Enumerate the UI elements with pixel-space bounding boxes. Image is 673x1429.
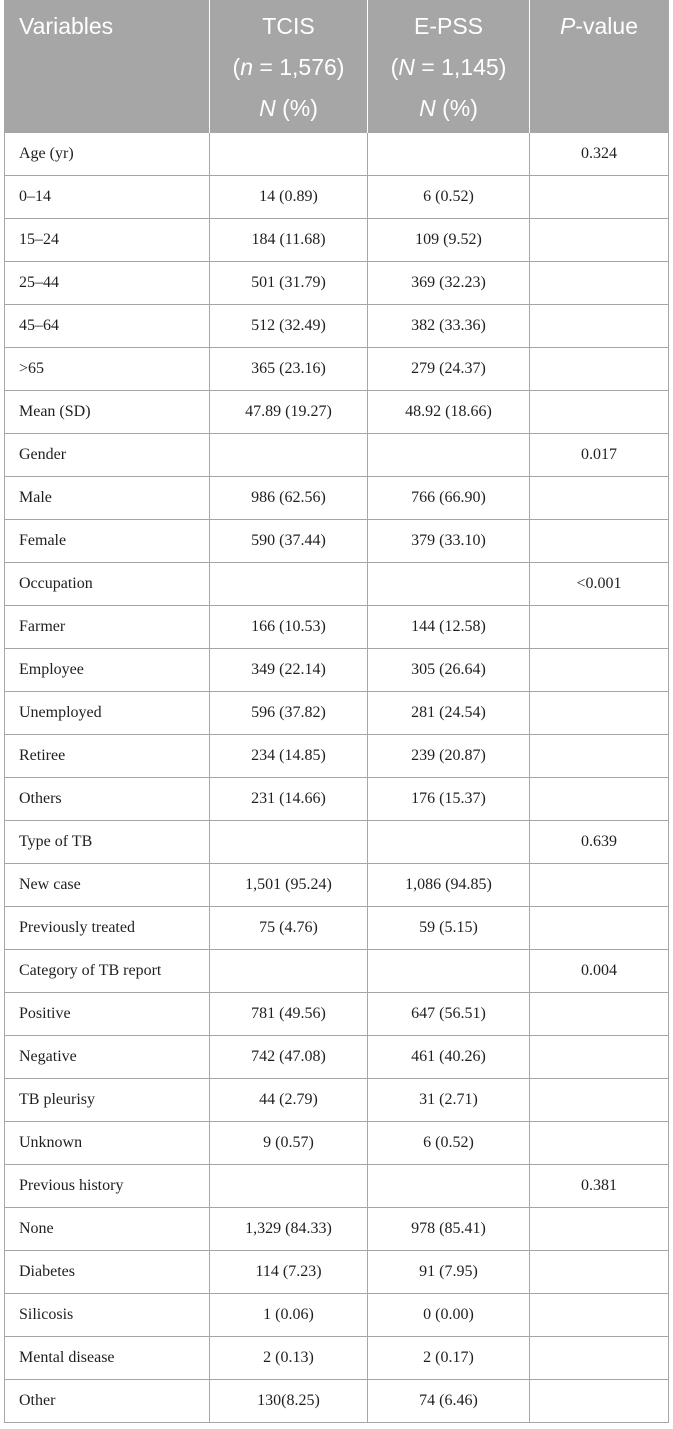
cell-variable: Others [5, 777, 210, 820]
cell-epss: 461 (40.26) [368, 1035, 530, 1078]
cell-epss [368, 1164, 530, 1207]
cell-variable: Negative [5, 1035, 210, 1078]
cell-epss: 6 (0.52) [368, 175, 530, 218]
cell-p-value: 0.017 [530, 433, 669, 476]
cell-epss [368, 820, 530, 863]
table-row [5, 1207, 669, 1250]
cell-tcis: 130(8.25) [210, 1379, 368, 1422]
cell-tcis: 231 (14.66) [210, 777, 368, 820]
cell-epss: 144 (12.58) [368, 605, 530, 648]
header-tcis-unit: N (%) [259, 95, 318, 121]
cell-epss: 281 (24.54) [368, 691, 530, 734]
header-p-value: P-value [530, 0, 669, 132]
cell-tcis: 590 (37.44) [210, 519, 368, 562]
cell-tcis: 512 (32.49) [210, 304, 368, 347]
cell-epss: 305 (26.64) [368, 648, 530, 691]
cell-epss: 59 (5.15) [368, 906, 530, 949]
table-body [5, 132, 669, 1422]
cell-epss [368, 562, 530, 605]
cell-epss: 31 (2.71) [368, 1078, 530, 1121]
cell-p-value [530, 605, 669, 648]
table-row [5, 1164, 669, 1207]
table-row [5, 863, 669, 906]
cell-variable: 25–44 [5, 261, 210, 304]
cell-tcis: 234 (14.85) [210, 734, 368, 777]
table-row [5, 1379, 669, 1422]
header-epss [368, 0, 530, 132]
cell-epss: 109 (9.52) [368, 218, 530, 261]
cell-tcis: 365 (23.16) [210, 347, 368, 390]
cell-p-value [530, 1379, 669, 1422]
cell-variable: Previously treated [5, 906, 210, 949]
cell-p-value [530, 1250, 669, 1293]
header-row [5, 0, 669, 132]
table-row [5, 777, 669, 820]
cell-variable: Silicosis [5, 1293, 210, 1336]
cell-epss: 0 (0.00) [368, 1293, 530, 1336]
table-row [5, 734, 669, 777]
cell-p-value [530, 1078, 669, 1121]
cell-tcis: 75 (4.76) [210, 906, 368, 949]
cell-epss: 48.92 (18.66) [368, 390, 530, 433]
cell-tcis: 501 (31.79) [210, 261, 368, 304]
cell-tcis: 781 (49.56) [210, 992, 368, 1035]
cell-p-value [530, 218, 669, 261]
table-row [5, 906, 669, 949]
header-tcis [210, 0, 368, 132]
cell-p-value [530, 691, 669, 734]
table-row [5, 820, 669, 863]
table-row [5, 648, 669, 691]
header-epss-unit: N (%) [419, 95, 478, 121]
cell-tcis [210, 132, 368, 175]
cell-variable: Unknown [5, 1121, 210, 1164]
table-row [5, 304, 669, 347]
table-row [5, 1035, 669, 1078]
cell-p-value [530, 519, 669, 562]
table-row [5, 1250, 669, 1293]
table-row [5, 132, 669, 175]
cell-p-value [530, 1293, 669, 1336]
cell-p-value: <0.001 [530, 562, 669, 605]
cell-variable: Positive [5, 992, 210, 1035]
cell-variable: None [5, 1207, 210, 1250]
header-tcis-sample-size: (n = 1,576) [232, 54, 345, 80]
cell-epss: 239 (20.87) [368, 734, 530, 777]
cell-p-value: 0.639 [530, 820, 669, 863]
table-row [5, 347, 669, 390]
cell-variable: Type of TB [5, 820, 210, 863]
cell-tcis: 986 (62.56) [210, 476, 368, 519]
table-row [5, 433, 669, 476]
cell-p-value [530, 476, 669, 519]
cell-epss: 978 (85.41) [368, 1207, 530, 1250]
table-row [5, 562, 669, 605]
cell-epss: 74 (6.46) [368, 1379, 530, 1422]
cell-epss [368, 949, 530, 992]
cell-variable: 45–64 [5, 304, 210, 347]
cell-variable: TB pleurisy [5, 1078, 210, 1121]
cell-variable: Mental disease [5, 1336, 210, 1379]
cell-variable: Male [5, 476, 210, 519]
table-row [5, 519, 669, 562]
table-row [5, 1336, 669, 1379]
table-row [5, 992, 669, 1035]
cell-tcis: 742 (47.08) [210, 1035, 368, 1078]
table-row [5, 1078, 669, 1121]
header-epss-title: E-PSS [413, 13, 484, 39]
table-row [5, 1121, 669, 1164]
cell-variable: Unemployed [5, 691, 210, 734]
cell-epss: 176 (15.37) [368, 777, 530, 820]
cell-p-value [530, 863, 669, 906]
table-row [5, 691, 669, 734]
cell-variable: Occupation [5, 562, 210, 605]
cell-p-value: 0.381 [530, 1164, 669, 1207]
cell-epss [368, 132, 530, 175]
cell-tcis [210, 433, 368, 476]
cell-epss: 2 (0.17) [368, 1336, 530, 1379]
header-variables: Variables [5, 0, 210, 132]
cell-variable: New case [5, 863, 210, 906]
cell-epss: 1,086 (94.85) [368, 863, 530, 906]
cell-tcis: 2 (0.13) [210, 1336, 368, 1379]
cell-p-value [530, 906, 669, 949]
cell-p-value [530, 1121, 669, 1164]
cell-variable: Previous history [5, 1164, 210, 1207]
cell-epss: 647 (56.51) [368, 992, 530, 1035]
cell-p-value [530, 1035, 669, 1078]
cell-p-value [530, 347, 669, 390]
cell-tcis [210, 820, 368, 863]
table-row [5, 390, 669, 433]
cell-tcis: 44 (2.79) [210, 1078, 368, 1121]
cell-tcis: 1,329 (84.33) [210, 1207, 368, 1250]
cell-tcis [210, 1164, 368, 1207]
cell-tcis: 596 (37.82) [210, 691, 368, 734]
table-row [5, 175, 669, 218]
table-row [5, 605, 669, 648]
cell-p-value [530, 175, 669, 218]
cell-p-value [530, 390, 669, 433]
cell-p-value [530, 304, 669, 347]
cell-p-value [530, 1336, 669, 1379]
cell-tcis [210, 949, 368, 992]
table-row [5, 949, 669, 992]
cell-variable: Farmer [5, 605, 210, 648]
cell-tcis [210, 562, 368, 605]
cell-variable: Retiree [5, 734, 210, 777]
cell-p-value [530, 992, 669, 1035]
data-table [4, 0, 669, 1423]
cell-variable: Age (yr) [5, 132, 210, 175]
cell-epss: 766 (66.90) [368, 476, 530, 519]
cell-epss: 279 (24.37) [368, 347, 530, 390]
table-row [5, 1293, 669, 1336]
cell-variable: Mean (SD) [5, 390, 210, 433]
cell-p-value: 0.004 [530, 949, 669, 992]
cell-variable: Gender [5, 433, 210, 476]
cell-tcis: 114 (7.23) [210, 1250, 368, 1293]
cell-variable: Other [5, 1379, 210, 1422]
cell-variable: 0–14 [5, 175, 210, 218]
cell-variable: 15–24 [5, 218, 210, 261]
table-row [5, 218, 669, 261]
cell-epss [368, 433, 530, 476]
cell-variable: Category of TB report [5, 949, 210, 992]
cell-p-value [530, 734, 669, 777]
cell-variable: Diabetes [5, 1250, 210, 1293]
cell-tcis: 349 (22.14) [210, 648, 368, 691]
table-row [5, 261, 669, 304]
cell-tcis: 1,501 (95.24) [210, 863, 368, 906]
table-row [5, 476, 669, 519]
table-header [5, 0, 669, 132]
cell-epss: 369 (32.23) [368, 261, 530, 304]
cell-tcis: 184 (11.68) [210, 218, 368, 261]
cell-tcis: 166 (10.53) [210, 605, 368, 648]
header-epss-sample-size: (N = 1,145) [390, 54, 507, 80]
cell-p-value [530, 648, 669, 691]
header-tcis-title: TCIS [262, 13, 315, 39]
cell-epss: 382 (33.36) [368, 304, 530, 347]
cell-p-value [530, 777, 669, 820]
cell-p-value [530, 261, 669, 304]
cell-tcis: 14 (0.89) [210, 175, 368, 218]
cell-epss: 6 (0.52) [368, 1121, 530, 1164]
cell-variable: Female [5, 519, 210, 562]
cell-p-value [530, 1207, 669, 1250]
cell-tcis: 1 (0.06) [210, 1293, 368, 1336]
cell-epss: 91 (7.95) [368, 1250, 530, 1293]
cell-variable: >65 [5, 347, 210, 390]
cell-tcis: 9 (0.57) [210, 1121, 368, 1164]
cell-variable: Employee [5, 648, 210, 691]
cell-epss: 379 (33.10) [368, 519, 530, 562]
cell-tcis: 47.89 (19.27) [210, 390, 368, 433]
cell-p-value: 0.324 [530, 132, 669, 175]
